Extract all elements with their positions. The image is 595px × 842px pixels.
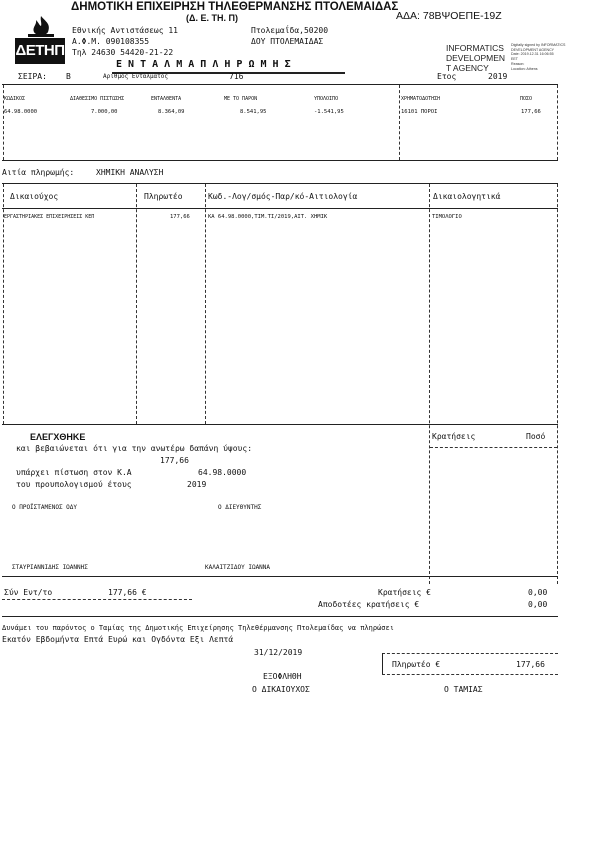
budget-cell-amount: 177,66 bbox=[521, 109, 541, 115]
org-city: Πτολεμαΐδα,50200 bbox=[251, 26, 329, 35]
series-value: Β bbox=[66, 72, 71, 81]
role-supervisor: Ο ΠΡΟΪΣΤΑΜΕΝΟΣ ΟΔΥ bbox=[12, 504, 78, 511]
org-afm: Α.Φ.Μ. 090108355 bbox=[72, 37, 150, 46]
budget-header-amount: ΠΟΣΟ bbox=[520, 96, 533, 102]
org-abbreviation: (Δ. Ε. ΤΗ. Π) bbox=[186, 13, 238, 23]
logo-flame-icon bbox=[24, 14, 58, 38]
role-director: Ο ΔΙΕΥΘΥΝΤΗΣ bbox=[218, 504, 262, 511]
payable-label: Πληρωτέο € bbox=[392, 660, 441, 669]
totals-top-line bbox=[2, 576, 558, 577]
org-address: Εθνικής Αντιστάσεως 11 bbox=[72, 26, 178, 35]
ada-code: ΑΔΑ: 78ΒΨΟΕΠΕ-19Ζ bbox=[396, 10, 502, 22]
budget-table-top-line bbox=[2, 84, 558, 85]
beneficiary-header-code: Κωδ.-Λογ/σμός-Παρ/κό-Αιτιολογία bbox=[208, 192, 358, 201]
signature-details bbox=[511, 43, 565, 71]
deductions-header-amount: Ποσό bbox=[526, 432, 546, 441]
series-label: ΣΕΙΡΑ: bbox=[18, 72, 47, 81]
signature-detail-line: Date: 2019.12.31 16:06:55 bbox=[511, 52, 554, 57]
control-line-3-value: 2019 bbox=[187, 480, 207, 489]
deductions-header-line bbox=[430, 447, 557, 448]
sum-underline bbox=[2, 599, 192, 600]
number-label: Αριθμος Ενταλματος bbox=[103, 73, 169, 80]
director-name: ΚΑΛΑΙΤΖΙΔΟΥ ΙΩΑΝΝΑ bbox=[205, 564, 271, 571]
number-value: 716 bbox=[229, 72, 244, 81]
signature-detail-line: Digitally signed by INFORMATICS bbox=[511, 43, 566, 47]
deductions-header-label: Κρατήσεις bbox=[432, 432, 476, 441]
budget-header-code: ΚΩΔΙΚΟΣ bbox=[4, 96, 26, 102]
beneficiary-col-divider-3 bbox=[429, 184, 430, 584]
payable-box-left bbox=[382, 653, 383, 674]
beneficiary-cell-code: ΚΑ 64.98.0000,ΤΙΜ.ΤΙ/2019,ΑΙΤ. ΧΗΜΙΚ bbox=[208, 214, 328, 220]
beneficiary-col-divider-1 bbox=[136, 184, 137, 424]
payable-value: 177,66 bbox=[516, 660, 545, 669]
signature-detail-line: Reason: bbox=[511, 61, 525, 66]
cashier-signature-label: Ο ΤΑΜΙΑΣ bbox=[444, 685, 483, 694]
beneficiary-signature-label: Ο ΔΙΚΑΙΟΥΧΟΣ bbox=[252, 685, 310, 694]
beneficiary-cell-name: ΕΡΓΑΣΤΗΡΙΑΚΕΣ ΕΠΙΧΕΙΡΗΣΕΙΣ ΚΕΠ bbox=[4, 214, 95, 220]
beneficiary-col-divider-2 bbox=[205, 184, 206, 424]
year-label: Ετος bbox=[437, 72, 457, 81]
beneficiary-table-top-line bbox=[2, 183, 558, 184]
deductions-total-label: Κρατήσεις € bbox=[378, 588, 431, 597]
beneficiary-right-border bbox=[557, 184, 558, 584]
signature-detail-line: DEVELOPMENT AGENCY bbox=[511, 47, 555, 52]
purpose-value: ΧΗΜΙΚΗ ΑΝΑΛΥΣΗ bbox=[96, 168, 164, 177]
beneficiary-header-documents: Δικαιολογητικά bbox=[433, 192, 501, 201]
budget-header-issued: ΕΝΤΑΛΘΕΝΤΑ bbox=[151, 96, 182, 102]
payable-box-bottom bbox=[382, 674, 558, 675]
payable-box-top bbox=[382, 653, 558, 654]
budget-table-bottom-line bbox=[2, 160, 558, 161]
control-section-top-line bbox=[2, 424, 558, 425]
returnable-deductions-value: 0,00 bbox=[528, 600, 548, 609]
deductions-total-value: 0,00 bbox=[528, 588, 548, 597]
paid-label: ΕΞΟΦΛΗΘΗ bbox=[263, 672, 302, 681]
beneficiary-header-name: Δικαιούχος bbox=[10, 192, 59, 201]
control-line-2-label: υπάρχει πίστωση στον Κ.Α bbox=[16, 468, 132, 477]
budget-header-funding: ΧΡΗΜΑΤΟΔΟΤΗΣΗ bbox=[401, 96, 441, 102]
logo-mark: ΔΕΤΗΠ bbox=[15, 38, 65, 64]
payment-instruction: Δυνάμει του παρόντος ο Ταμίας της Δημοτικής Επιχείρησης Τηλεθέρμανσης Πτολεμαίδας να πληρώσει bbox=[2, 624, 394, 632]
budget-cell-funding: 16101 ΠΟΡΟΙ bbox=[401, 109, 438, 115]
amount-in-words: Εκατόν Εβδομήντα Επτά Ευρώ και Ογδόντα Εξι Λεπτά bbox=[2, 635, 234, 644]
beneficiary-header-payable: Πληρωτέο bbox=[144, 192, 183, 201]
sum-value: 177,66 € bbox=[108, 588, 147, 597]
payment-date: 31/12/2019 bbox=[254, 648, 303, 657]
beneficiary-cell-documents: ΤΙΜΟΛΟΓΙΟ bbox=[432, 214, 462, 220]
purpose-label: Αιτία πληρωμής: bbox=[2, 168, 75, 177]
org-name: ΔΗΜΟΤΙΚΗ ΕΠΙΧΕΙΡΗΣΗ ΤΗΛΕΘΕΡΜΑΝΣΗΣ ΠΤΟΛΕΜΑΙΔΑΣ bbox=[71, 1, 399, 13]
document-title: Ε Ν Τ Α Λ Μ Α Π Λ Η Ρ Ω Μ Η Σ bbox=[116, 59, 291, 70]
control-line-2-value: 64.98.0000 bbox=[198, 468, 247, 477]
org-doy: ΔΟΥ ΠΤΟΛΕΜΑΙΔΑΣ bbox=[251, 37, 324, 46]
budget-table-right-border bbox=[557, 85, 558, 160]
control-line-1: και βεβαιώνεται ότι για την ανωτέρω δαπάνη ύψους: bbox=[16, 444, 253, 453]
budget-cell-balance: -1.541,95 bbox=[314, 109, 344, 115]
signature-watermark bbox=[446, 43, 505, 73]
signature-detail-line: EET bbox=[511, 57, 518, 62]
control-heading: ΕΛΕΓΧΘΗΚΕ bbox=[30, 432, 86, 442]
footer-top-line bbox=[2, 616, 558, 617]
beneficiary-header-line bbox=[2, 208, 558, 209]
budget-cell-code: 64.98.0000 bbox=[4, 109, 38, 115]
budget-header-balance: ΥΠΟΛΟΙΠΟ bbox=[314, 96, 339, 102]
returnable-deductions-label: Αποδοτέες κρατήσεις € bbox=[318, 600, 420, 609]
budget-cell-current: 8.541,95 bbox=[240, 109, 267, 115]
control-amount: 177,66 bbox=[160, 456, 189, 465]
watermark-line: T AGENCY bbox=[446, 63, 489, 73]
watermark-line: DEVELOPMEN bbox=[446, 53, 506, 63]
org-phone: Τηλ 24630 54420-21-22 bbox=[72, 48, 174, 57]
watermark-line: INFORMATICS bbox=[446, 43, 504, 53]
budget-cell-available: 7.000,00 bbox=[91, 109, 118, 115]
supervisor-name: ΣΤΑΥΡΙΑΝΝΙΔΗΣ ΙΩΑΝΝΗΣ bbox=[12, 564, 88, 571]
budget-header-current: ΜΕ ΤΟ ΠΑΡΟΝ bbox=[224, 96, 258, 102]
signature-detail-line: Location: Athens bbox=[511, 66, 538, 71]
budget-table-divider bbox=[399, 85, 400, 160]
budget-cell-issued: 8.364,09 bbox=[158, 109, 185, 115]
beneficiary-cell-payable: 177,66 bbox=[170, 214, 190, 220]
budget-header-available: ΔΙΑΘΕΣΙΜΟ ΠΙΣΤΩΣΗΣ bbox=[70, 96, 125, 102]
control-line-3-label: του προυπολογισμού έτους bbox=[16, 480, 132, 489]
sum-label: Σύν Εντ/το bbox=[4, 588, 53, 597]
year-value: 2019 bbox=[488, 72, 508, 81]
beneficiary-left-border bbox=[3, 184, 4, 424]
